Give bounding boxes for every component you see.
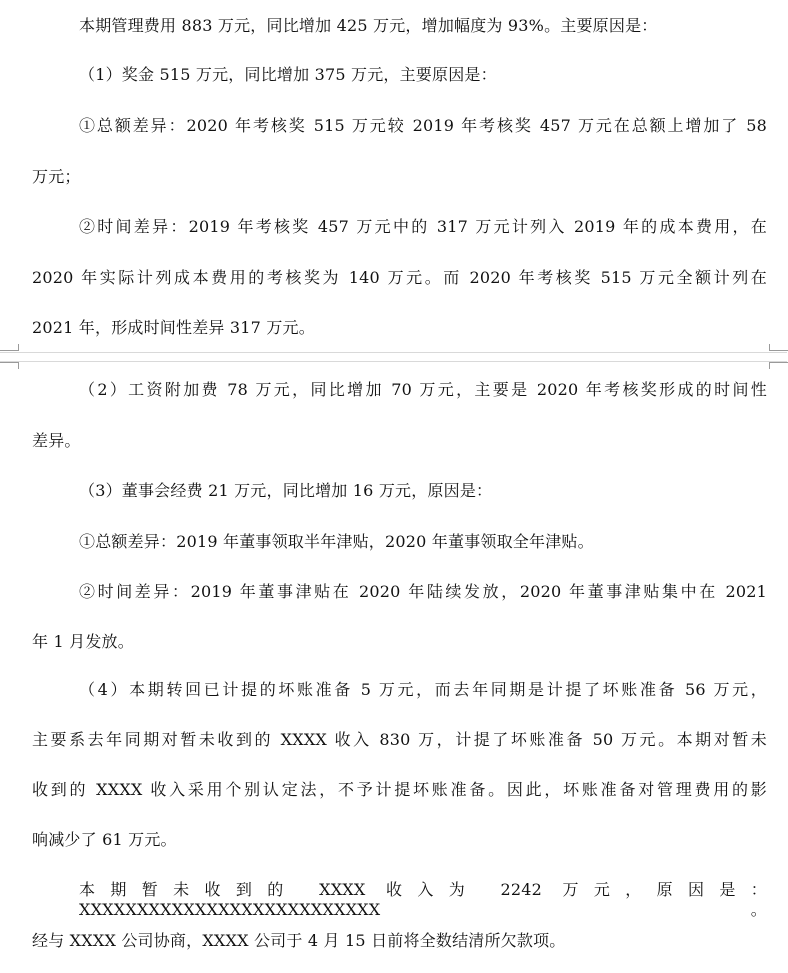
margin-corner-mark [0,362,19,369]
text-line: 差异。 [32,431,81,450]
margin-corner-mark [769,362,788,369]
page-break [0,352,787,362]
margin-corner-mark [0,344,19,351]
margin-corner-mark [769,344,788,351]
text-line: ①总额差异：2020 年考核奖 515 万元较 2019 年考核奖 457 万元在总额上增加了 58 [79,116,767,135]
text-line: ①总额差异：2019 年董事领取半年津贴，2020 年董事领取全年津贴。 [79,532,594,551]
text-line: （4）本期转回已计提的坏账准备 5 万元，而去年同期是计提了坏账准备 56 万元， [79,680,767,699]
text-line: （3）董事会经费 21 万元，同比增加 16 万元，原因是： [79,481,493,500]
text-line: （2）工资附加费 78 万元，同比增加 70 万元，主要是 2020 年考核奖形成的时间性 [79,380,767,399]
text-line: ②时间差异：2019 年考核奖 457 万元中的 317 万元计列入 2019 年的成本费用，在 [79,217,767,236]
text-line: 本期暂未收到的 XXXX 收入为 2242 万元，原因是：XXXXXXXXXXXXXXXXXXXXXXXXXX。 [79,880,767,919]
text-line: 本期管理费用 883 万元，同比增加 425 万元，增加幅度为 93%。主要原因是： [79,16,658,35]
text-line: 年 1 月发放。 [32,632,134,651]
text-line: ②时间差异：2019 年董事津贴在 2020 年陆续发放，2020 年董事津贴集中在 2021 [79,582,767,601]
text-line: 2020 年实际计列成本费用的考核奖为 140 万元。而 2020 年考核奖 515 万元全额计列在 [32,268,767,287]
text-line: 经与 XXXX 公司协商，XXXX 公司于 4 月 15 日前将全数结清所欠款项。 [32,931,566,950]
text-line: 响减少了 61 万元。 [32,830,177,849]
text-line: 2021 年，形成时间性差异 317 万元。 [32,318,315,337]
text-line: 主要系去年同期对暂未收到的 XXXX 收入 830 万，计提了坏账准备 50 万元。本期对暂未 [32,730,767,749]
text-line: 收到的 XXXX 收入采用个别认定法，不予计提坏账准备。因此，坏账准备对管理费用的影 [32,780,767,799]
text-line: 万元； [32,167,81,186]
text-line: （1）奖金 515 万元，同比增加 375 万元，主要原因是： [79,65,497,84]
